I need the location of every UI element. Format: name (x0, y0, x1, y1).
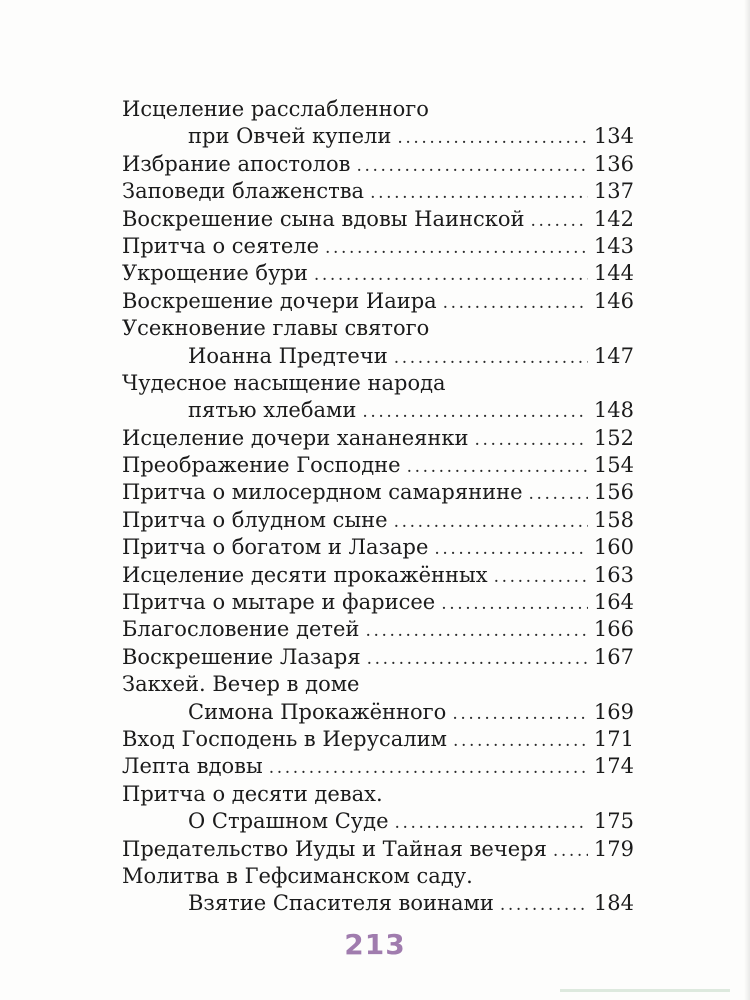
toc-leader-dots (362, 399, 588, 426)
toc-entry (122, 452, 634, 479)
toc-leader-dots (269, 755, 588, 782)
toc-entry (122, 671, 634, 698)
toc-leader-dots (394, 345, 588, 372)
toc-leader-dots (500, 892, 588, 919)
toc-entry-title: Чудесное насыщение народа (122, 370, 446, 395)
toc-entry (122, 836, 634, 863)
toc-entry-title: Исцеление расслабленного (122, 97, 429, 121)
page-edge-tint (560, 989, 730, 992)
toc-entry (122, 616, 634, 643)
toc-entry (122, 808, 634, 835)
toc-leader-dots (529, 481, 588, 508)
toc-entry-title: Притча о сеятеле (122, 233, 320, 258)
table-of-contents (122, 96, 634, 918)
toc-entry-page: 184 (593, 891, 634, 916)
toc-entry (122, 397, 634, 424)
toc-entry (122, 233, 634, 260)
toc-entry-page: 147 (593, 343, 634, 368)
toc-entry-page: 148 (593, 398, 634, 423)
toc-leader-dots (407, 454, 588, 481)
toc-entry (122, 699, 634, 726)
toc-entry-page: 167 (593, 644, 634, 669)
toc-entry-title: Воскрешение сына вдовы Наинской (122, 206, 525, 231)
toc-entry (122, 206, 634, 233)
toc-entry-title: Исцеление десяти прокажённых (122, 562, 488, 587)
toc-entry (122, 288, 634, 315)
toc-entry (122, 260, 634, 287)
toc-entry-title: Усекновение главы святого (122, 316, 430, 341)
toc-entry (122, 479, 634, 506)
toc-entry (122, 753, 634, 780)
toc-entry (122, 151, 634, 178)
toc-entry-page: 163 (593, 562, 634, 587)
toc-entry (122, 370, 634, 397)
toc-entry-title: Воскрешение Лазаря (122, 644, 361, 669)
toc-leader-dots (395, 810, 588, 837)
toc-entry-title: при Овчей купели (188, 124, 392, 149)
toc-entry-page: 169 (593, 699, 634, 724)
toc-entry-title: Воскрешение дочери Иаира (122, 288, 437, 313)
toc-leader-dots (365, 618, 587, 645)
toc-entry-page: 152 (593, 425, 634, 450)
toc-entry (122, 589, 634, 616)
toc-leader-dots (453, 728, 588, 755)
toc-entry (122, 178, 634, 205)
toc-entry-title: Притча о богатом и Лазаре (122, 535, 429, 560)
toc-leader-dots (394, 509, 588, 536)
toc-leader-dots (553, 838, 588, 865)
toc-entry-title: Предательство Иуды и Тайная вечеря (122, 836, 547, 861)
toc-entry-page: 164 (593, 590, 634, 615)
toc-leader-dots (397, 125, 588, 152)
toc-entry-title: Взятие Спасителя воинами (188, 891, 494, 916)
toc-entry-page: 166 (593, 617, 634, 642)
toc-leader-dots (314, 262, 588, 289)
toc-entry-page: 142 (593, 206, 634, 231)
page-edge-shadow (744, 0, 750, 1000)
toc-entry (122, 343, 634, 370)
toc-leader-dots (325, 235, 588, 262)
toc-entry-title: Исцеление дочери хананеянки (122, 425, 469, 450)
toc-entry-title: Молитва в Гефсиманском саду. (122, 863, 473, 888)
toc-entry-title: Преображение Господне (122, 453, 401, 478)
toc-entry-page: 174 (593, 754, 634, 779)
toc-entry-page: 144 (593, 261, 634, 286)
toc-entry-title: Закхей. Вечер в доме (122, 672, 360, 697)
toc-entry (122, 315, 634, 342)
toc-entry (122, 534, 634, 561)
toc-entry-page: 134 (593, 124, 634, 149)
toc-entry (122, 123, 634, 150)
toc-entry-page: 171 (593, 726, 634, 751)
toc-leader-dots (452, 701, 588, 728)
toc-entry-title: Заповеди блаженства (122, 179, 365, 204)
page-number: 213 (344, 928, 406, 961)
toc-entry-title: Вход Господень в Иерусалим (122, 726, 447, 751)
toc-entry-title: Притча о блудном сыне (122, 507, 388, 532)
toc-leader-dots (434, 536, 587, 563)
toc-entry-title: Иоанна Предтечи (188, 343, 388, 368)
toc-entry (122, 781, 634, 808)
toc-entry-title: Избрание апостолов (122, 151, 351, 176)
toc-entry (122, 726, 634, 753)
toc-entry-title: Притча о мытаре и фарисее (122, 590, 436, 615)
toc-entry-page: 143 (593, 233, 634, 258)
toc-entry (122, 507, 634, 534)
toc-entry-title: пятью хлебами (188, 398, 357, 423)
toc-entry-page: 154 (593, 453, 634, 478)
toc-entry-title: Благословение детей (122, 617, 360, 642)
toc-entry-title: Укрощение бури (122, 261, 308, 286)
toc-leader-dots (370, 180, 588, 207)
toc-entry (122, 96, 634, 123)
toc-leader-dots (441, 591, 588, 618)
toc-entry-title: Симона Прокажённого (188, 699, 447, 724)
toc-leader-dots (356, 153, 587, 180)
toc-entry (122, 890, 634, 917)
toc-entry-title: Притча о милосердном самарянине (122, 480, 523, 505)
toc-leader-dots (494, 564, 588, 591)
toc-entry-page: 137 (593, 179, 634, 204)
toc-entry-title: Притча о десяти девах. (122, 781, 383, 806)
toc-entry-page: 146 (593, 288, 634, 313)
toc-entry-page: 156 (593, 480, 634, 505)
toc-entry-page: 179 (593, 836, 634, 861)
toc-entry-page: 175 (593, 809, 634, 834)
toc-entry-page: 158 (593, 507, 634, 532)
toc-leader-dots (443, 290, 588, 317)
toc-leader-dots (367, 646, 588, 673)
toc-entry-title: Лепта вдовы (122, 754, 263, 779)
toc-entry (122, 863, 634, 890)
toc-entry (122, 644, 634, 671)
toc-entry (122, 562, 634, 589)
toc-entry-page: 136 (593, 151, 634, 176)
toc-entry (122, 425, 634, 452)
toc-leader-dots (531, 208, 588, 235)
toc-entry-title: О Страшном Суде (188, 809, 389, 834)
toc-leader-dots (475, 427, 588, 454)
toc-entry-page: 160 (593, 535, 634, 560)
